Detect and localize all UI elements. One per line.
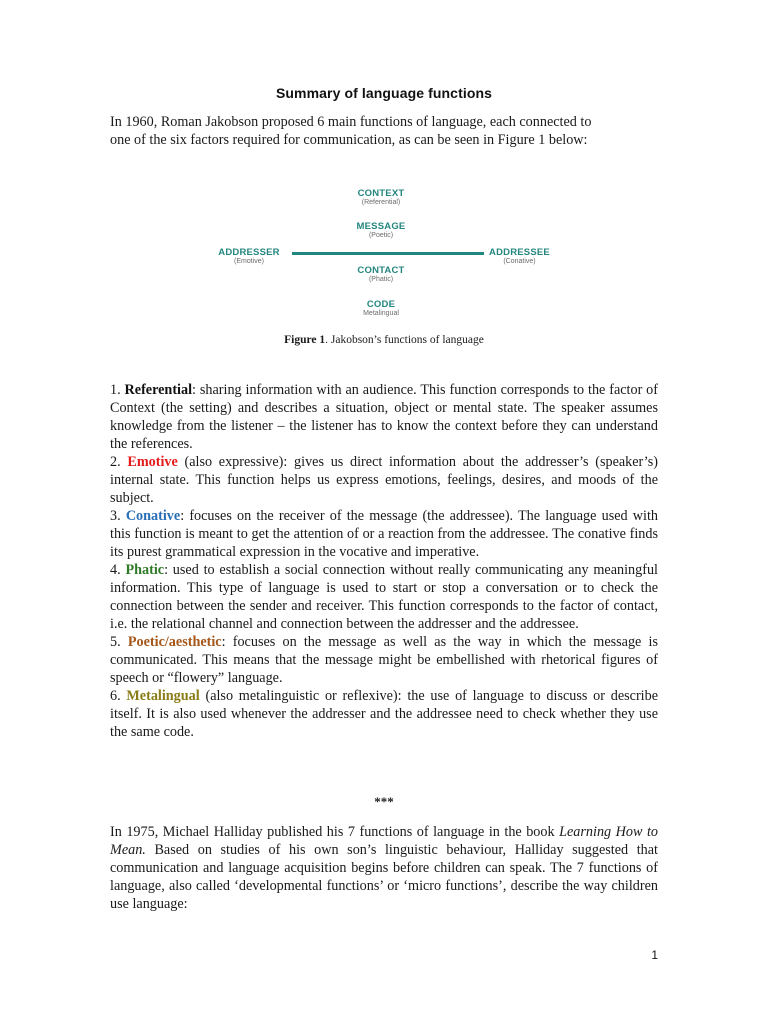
- context-label: CONTEXT: [357, 188, 405, 199]
- term-poetic: Poetic/aesthetic: [127, 634, 222, 650]
- item-text: : focuses on the receiver of the message (the addressee). The language used with this function is meant to get the attention of or a reaction from the addressee. The conative finds its purest grammatical expression in the vocative and imperative.: [110, 508, 658, 560]
- addressee-sublabel: (Conative): [503, 258, 536, 265]
- section-separator: ***: [374, 794, 394, 809]
- caption-label: Figure 1: [284, 334, 326, 346]
- item-text: : sharing information with an audience. This function corresponds to the factor of Context (the setting) and describes a situation, object or mental state. The speaker assumes knowledge from the listener – the listener has to know the context before they can understand the references.: [110, 382, 659, 452]
- intro-paragraph: [110, 113, 658, 149]
- addressee-label: ADDRESSEE: [489, 247, 550, 258]
- item-number: 6.: [110, 688, 121, 704]
- item-number: 5.: [110, 634, 121, 650]
- term-metalingual: Metalingual: [126, 688, 200, 704]
- para2-before: In 1975, Michael Halliday published his 7 functions of language in the book: [110, 824, 560, 840]
- figure-message: [331, 221, 431, 239]
- addresser-label: ADDRESSER: [218, 247, 280, 258]
- message-sublabel: (Poetic): [368, 232, 394, 239]
- figure-addressee: [482, 247, 557, 265]
- contact-label: CONTACT: [357, 265, 405, 276]
- item-text: : used to establish a social connection without really communicating any meaningful information. This type of language is used to start or stop a conversation or to check the connection between the sender and receiver. This function corresponds to the factor of contact, i.e. the relational channel and connection between the addresser and the addressee.: [110, 562, 658, 632]
- item-number: 4.: [110, 562, 121, 578]
- term-conative: Conative: [125, 508, 181, 524]
- figure-contact: [331, 265, 431, 283]
- page-number: 1: [651, 948, 658, 962]
- item-number: 2.: [110, 454, 121, 470]
- term-emotive: Emotive: [127, 454, 178, 470]
- item-text: (also metalinguistic or reflexive): the use of language to discuss or describe itself. It is also used whenever the addresser and the addressee need to check whether they use the same code.: [110, 688, 658, 740]
- code-label: CODE: [366, 299, 396, 310]
- list-item: [110, 381, 658, 453]
- list-item: [110, 687, 658, 741]
- para2-after: Based on studies of his own son’s linguistic behaviour, Halliday suggested that communication and language acquisition begins before children can speak. The 7 functions of language, also called ‘developmental functions’ or ‘micro functions’, describe the way children use language:: [110, 842, 658, 912]
- item-number: 3.: [110, 508, 121, 524]
- list-item: [110, 507, 658, 561]
- term-referential: Referential: [124, 382, 193, 398]
- list-item: [110, 453, 658, 507]
- list-item: [110, 561, 658, 633]
- context-sublabel: (Referential): [361, 199, 401, 206]
- figure-context: [331, 188, 431, 206]
- addresser-sublabel: (Emotive): [234, 258, 264, 265]
- figure-addresser: [210, 247, 288, 265]
- connection-line: [292, 252, 484, 255]
- halliday-paragraph: [110, 823, 658, 913]
- contact-sublabel: (Phatic): [368, 276, 394, 283]
- item-text: : focuses on the message as well as the way in which the message is communicated. This means that the message might be embellished with rhetorical figures of speech or “flowery” language.: [110, 634, 659, 686]
- list-item: [110, 633, 658, 687]
- figure-caption: [0, 334, 768, 346]
- item-number: 1.: [110, 382, 121, 398]
- message-label: MESSAGE: [356, 221, 406, 232]
- jakobson-figure: [210, 183, 553, 320]
- document-title: Summary of language functions: [275, 85, 493, 101]
- caption-text: . Jakobson’s functions of language: [325, 334, 484, 346]
- functions-list: [110, 381, 658, 741]
- figure-code: [331, 299, 431, 317]
- intro-line-1: In 1960, Roman Jakobson proposed 6 main functions of language, each connected to: [110, 114, 592, 130]
- book-title: Learning How to Mean.: [110, 824, 658, 858]
- item-text: (also expressive): gives us direct information about the addresser’s (speaker’s) internal state. This function helps us express emotions, feelings, desires, and moods of the subject.: [110, 454, 658, 506]
- intro-line-2: one of the six factors required for communication, as can be seen in Figure 1 below:: [110, 132, 588, 148]
- code-sublabel: Metalingual: [363, 310, 399, 317]
- term-phatic: Phatic: [125, 562, 165, 578]
